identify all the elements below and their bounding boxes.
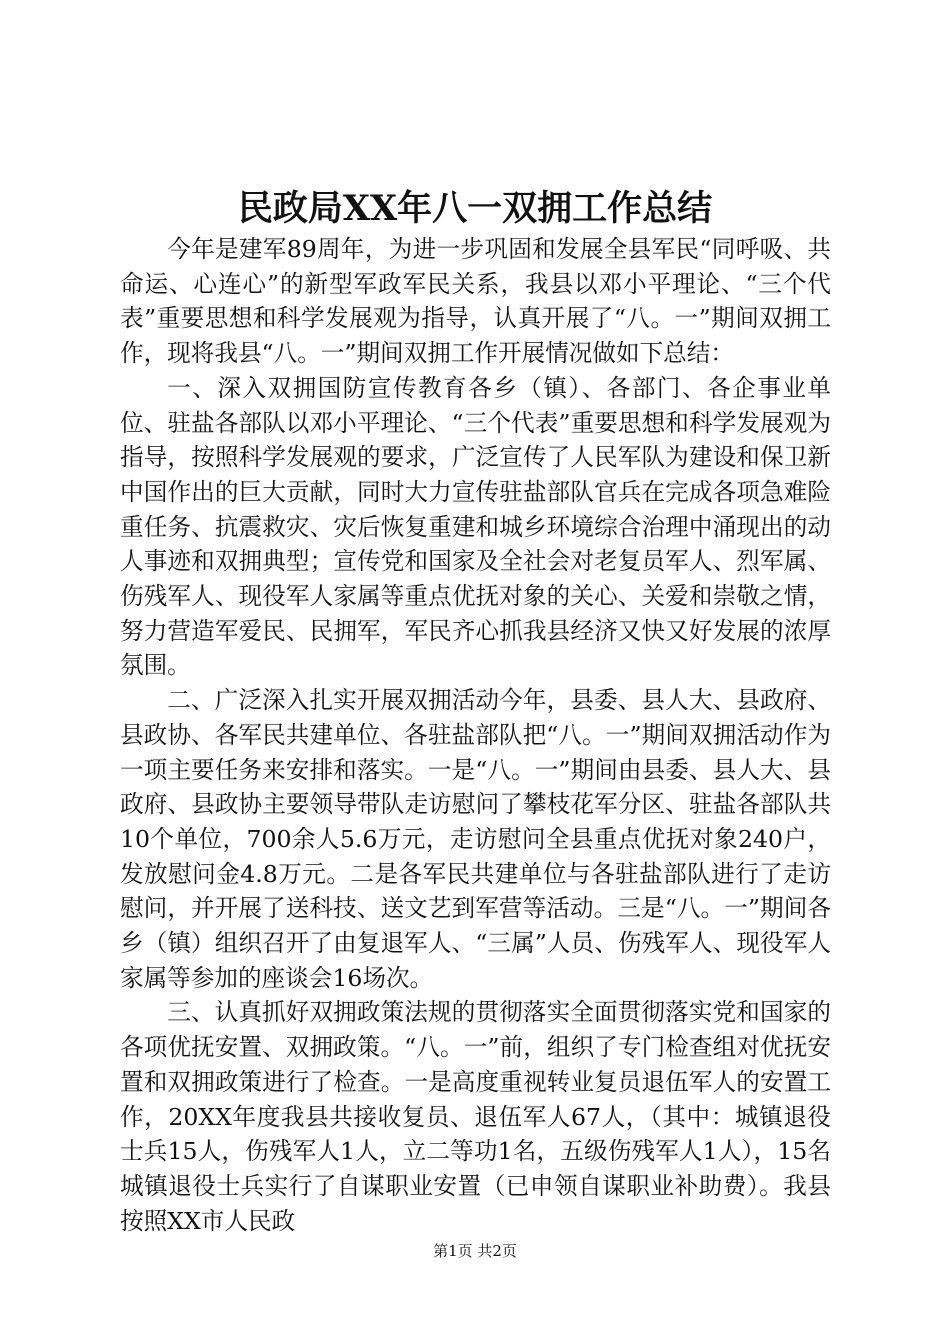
paragraph-intro: 今年是建军89周年，为进一步巩固和发展全县军民“同呼吸、共命运、心连心”的新型军政军民关系，我县以邓小平理论、“三个代表”重要思想和科学发展观为指导，认真开展了“八。一”期间双拥工作，现将我县“八。一”期间双拥工作开展情况做如下总结：: [120, 235, 831, 368]
document-body: [120, 232, 831, 1238]
document-title: 民政局XX年八一双拥工作总结: [237, 188, 713, 229]
paragraph-section-2: 二、广泛深入扎实开展双拥活动今年，县委、县人大、县政府、县政协、各军民共建单位、各驻盐部队把“八。一”期间双拥活动作为一项主要任务来安排和落实。一是“八。一”期间由县委、县人大、县政府、县政协主要领导带队走访慰问了攀枝花军分区、驻盐各部队共10个单位，700余人5.6万元，走访慰问全县重点优抚对象240户，发放慰问金4.8万元。二是各军民共建单位与各驻盐部队进行了走访慰问，并开展了送科技、送文艺到军营等活动。三是“八。一”期间各乡（镇）组织召开了由复退军人、“三属”人员、伤残军人、现役军人家属等参加的座谈会16场次。: [120, 686, 831, 992]
paragraph-section-1: 一、深入双拥国防宣传教育各乡（镇）、各部门、各企事业单位、驻盐各部队以邓小平理论、“三个代表”重要思想和科学发展观为指导，按照科学发展观的要求，广泛宣传了人民军队为建设和保卫新中国作出的巨大贡献，同时大力宣传驻盐部队官兵在完成各项急难险重任务、抗震救灾、灾后恢复重建和城乡环境综合治理中涌现出的动人事迹和双拥典型；宣传党和国家及全社会对老复员军人、烈军属、伤残军人、现役军人家属等重点优抚对象的关心、关爱和崇敬之情，努力营造军爱民、民拥军，军民齐心抓我县经济又快又好发展的浓厚氛围。: [120, 373, 831, 680]
page-footer: 第1页 共2页: [433, 1242, 517, 1260]
paragraph-section-3: 三、认真抓好双拥政策法规的贯彻落实全面贯彻落实党和国家的各项优抚安置、双拥政策。“八。一”前，组织了专门检查组对优抚安置和双拥政策进行了检查。一是高度重视转业复员退伍军人的安置工作，20XX年度我县共接收复员、退伍军人67人，（其中：城镇退役士兵15人，伤残军人1人，立二等功1名，五级伤残军人1人），15名城镇退役士兵实行了自谋职业安置（已申领自谋职业补助费）。我县按照XX市人民政: [120, 998, 831, 1235]
